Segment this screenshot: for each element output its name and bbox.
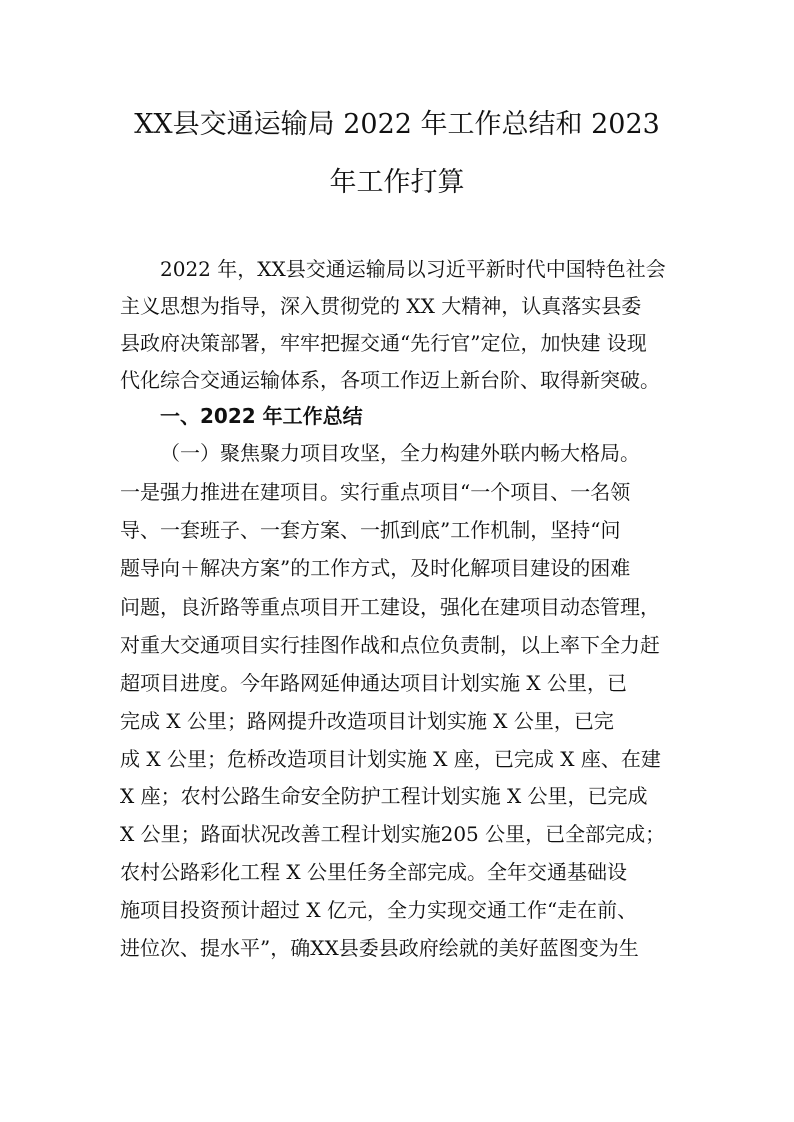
paragraph-line: 代化综合交通运输体系，各项工作迈上新台阶、取得新突破。 <box>120 368 660 392</box>
document-title-line-2: 年工作打算 <box>329 167 465 198</box>
document-title-line-1: XX县交通运输局 2022 年工作总结和 2023 <box>134 109 660 140</box>
paragraph-line: 2022 年，XX县交通运输局以习近平新时代中国特色社会 <box>160 257 666 281</box>
paragraph-line: 问题，良沂路等重点项目开工建设，强化在建项目动态管理， <box>120 595 660 619</box>
paragraph-line: 施项目投资预计超过 X 亿元，全力实现交通工作“走在前、 <box>120 898 638 922</box>
paragraph-line: 主义思想为指导，深入贯彻党的 XX 大精神，认真落实县委 <box>120 294 642 318</box>
paragraph-line: 对重大交通项目实行挂图作战和点位负责制，以上率下全力赶 <box>120 633 660 657</box>
paragraph-line: 进位次、提水平”，确XX县委县政府绘就的美好蓝图变为生 <box>120 936 639 960</box>
paragraph-line: 题导向＋解决方案”的工作方式，及时化解项目建设的困难 <box>120 556 631 580</box>
paragraph-line: 导、一套班子、一套方案、一抓到底”工作机制，坚持“问 <box>120 518 621 542</box>
paragraph-line: 农村公路彩化工程 X 公里任务全部完成。全年交通基础设 <box>120 860 627 884</box>
paragraph-line: 完成 X 公里；路网提升改造项目计划实施 X 公里，已完 <box>120 709 614 733</box>
subsection-heading: （一）聚焦聚力项目攻坚，全力构建外联内畅大格局。 <box>160 441 640 465</box>
paragraph-line: 成 X 公里；危桥改造项目计划实施 X 座，已完成 X 座、在建 <box>120 747 661 771</box>
paragraph-line: X 座；农村公路生命安全防护工程计划实施 X 公里，已完成 <box>120 784 648 808</box>
paragraph-line: 一是强力推进在建项目。实行重点项目“一个项目、一名领 <box>120 480 631 504</box>
paragraph-line: 超项目进度。今年路网延伸通达项目计划实施 X 公里，已 <box>120 671 627 695</box>
paragraph-line: X 公里；路面状况改善工程计划实施205 公里，已全部完成； <box>120 822 666 846</box>
section-heading: 一、2022 年工作总结 <box>160 404 363 428</box>
paragraph-line: 县政府决策部署，牢牢把握交通“先行官”定位，加快建 设现 <box>120 331 647 355</box>
